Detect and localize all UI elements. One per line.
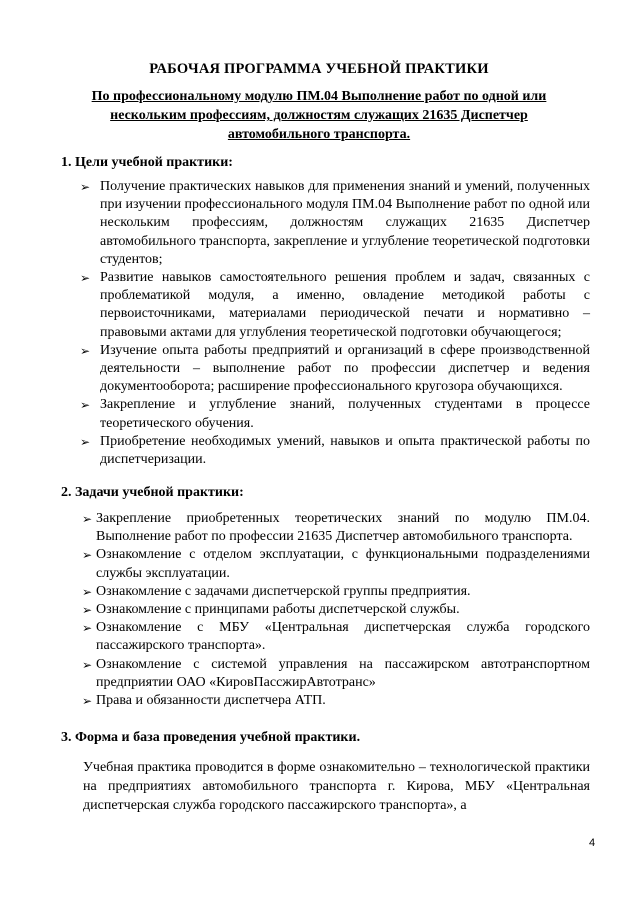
section3-heading: 3. Форма и база проведения учебной практики. xyxy=(61,730,361,745)
document-subtitle: По профессиональному модулю ПМ.04 Выполнение работ по одной или нескольким профессиям, должностям служащих 21635 Диспетчер автомобильного транспорта. xyxy=(91,89,547,142)
list-item: ➢ Получение практических навыков для применения знаний и умений, полученных при изучении профессионального модуля ПМ.04 Выполнение работ по одной или нескольким профессиям, должностям служащих 21635 Диспетчер автомобильного транспорта, закрепление и углубление теоретической подготовки студентов; xyxy=(80,179,590,267)
arrow-bullet-icon: ➢ xyxy=(82,621,93,636)
page-number: 4 xyxy=(589,837,596,849)
section2-heading: 2. Задачи учебной практики: xyxy=(61,485,244,500)
arrow-bullet-icon: ➢ xyxy=(82,584,93,599)
list-item: ➢ Ознакомление с системой управления на пассажирском автотранспортном предприятии ОАО «КировПассжирАвтотранс» xyxy=(82,656,590,690)
section1-list xyxy=(80,178,590,469)
list-item: ➢ Приобретение необходимых умений, навыков и опыта практической работы по диспетчеризации. xyxy=(80,433,590,468)
arrow-bullet-icon: ➢ xyxy=(82,512,93,526)
list-item: ➢ Ознакомление с принципами работы диспетчерской службы. xyxy=(82,601,590,619)
list-item: ➢ Ознакомление с задачами диспетчерской группы предприятия. xyxy=(82,583,590,601)
arrow-bullet-icon: ➢ xyxy=(80,398,91,413)
arrow-bullet-icon: ➢ xyxy=(82,548,93,563)
section1-heading: 1. Цели учебной практики: xyxy=(61,155,233,170)
list-item: ➢ Закрепление и углубление знаний, полученных студентами в процессе теоретического обучения. xyxy=(80,397,590,431)
list-item: ➢ Закрепление приобретенных теоретических знаний по модулю ПМ.04. Выполнение работ по профессии 21635 Диспетчер автомобильного транспорта. xyxy=(82,511,590,545)
list-item: ➢ Развитие навыков самостоятельного решения проблем и задач, связанных с проблематикой модуля, а именно, овладение методикой работы с первоисточниками, материалами периодической печати и нормативно – правовыми актами для углубления теоретической подготовки обучающегося; xyxy=(80,270,590,340)
document-title: РАБОЧАЯ ПРОГРАММА УЧЕБНОЙ ПРАКТИКИ xyxy=(149,61,489,77)
arrow-bullet-icon: ➢ xyxy=(80,434,91,449)
section2-list xyxy=(82,510,590,710)
list-item: ➢ Изучение опыта работы предприятий и организаций в сфере производственной деятельности – выполнение работ по профессии диспетчер и ведения документооборота; расширение профессионального кругозора обучающихся. xyxy=(80,342,590,395)
arrow-bullet-icon: ➢ xyxy=(82,657,93,672)
arrow-bullet-icon: ➢ xyxy=(80,343,91,358)
list-item: ➢ Ознакомление с отделом эксплуатации, с функциональными подразделениями службы эксплуатации. xyxy=(82,547,590,581)
arrow-bullet-icon: ➢ xyxy=(82,603,93,618)
arrow-bullet-icon: ➢ xyxy=(82,694,93,709)
section3-paragraph: Учебная практика проводится в форме ознакомительно – технологической практики на предприятиях автомобильного транспорта г. Кирова, МБУ «Центральная диспетчерская служба городского пассажирского транспорта», а xyxy=(83,760,590,813)
list-item: ➢ Права и обязанности диспетчера АТП. xyxy=(82,692,590,710)
list-item: ➢ Ознакомление с МБУ «Центральная диспетчерская служба городского пассажирского транспорта». xyxy=(82,620,590,654)
arrow-bullet-icon: ➢ xyxy=(80,180,91,194)
arrow-bullet-icon: ➢ xyxy=(80,271,91,286)
